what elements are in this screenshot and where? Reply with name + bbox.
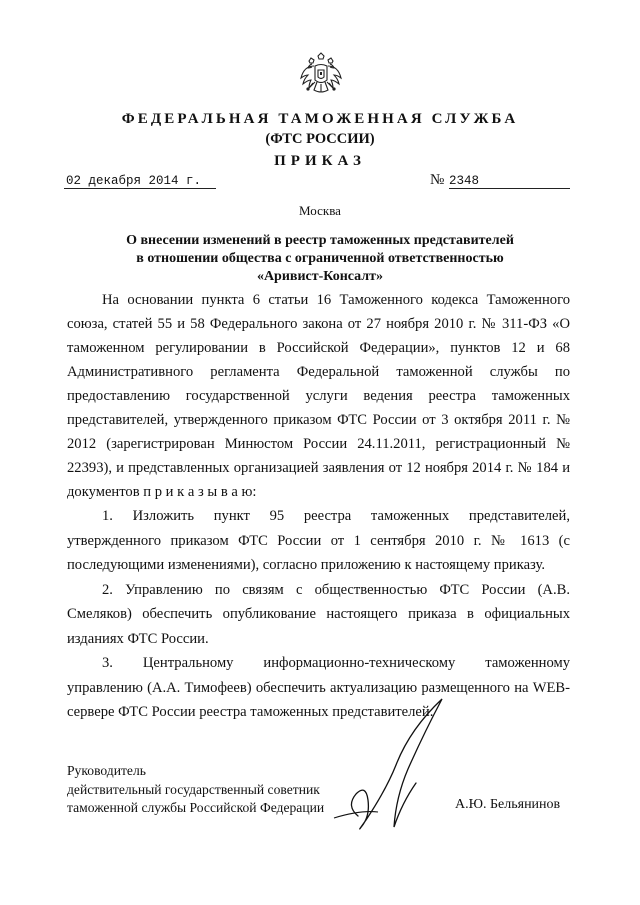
- number-sign: №: [430, 172, 445, 188]
- signatory-position: [67, 762, 324, 818]
- signatory-name: А.Ю. Бельянинов: [455, 797, 561, 812]
- order-title-line: «Аривист-Консалт»: [256, 269, 384, 284]
- order-number: 2348: [449, 174, 570, 189]
- document-type: ПРИКАЗ: [274, 153, 366, 169]
- double-headed-eagle-emblem-icon: [299, 52, 343, 98]
- order-title-line: О внесении изменений в реестр таможенных представителей: [126, 233, 514, 248]
- order-item-1: 1. Изложить пункт 95 реестра таможенных представителей, утвержденного приказом ФТС России от 1 сентября 2010 г. № 1613 (с последующими изменениями), согласно приложению к настоящему приказу.: [67, 508, 570, 573]
- order-item-2: 2. Управлению по связям с общественностью ФТС России (А.В. Смеляков) обеспечить опубликование настоящего приказа в официальных изданиях ФТС России.: [67, 581, 570, 647]
- order-date: 02 декабря 2014 г.: [64, 174, 216, 189]
- position-line: таможенной службы Российской Федерации: [67, 800, 325, 815]
- city: Москва: [299, 203, 341, 218]
- order-body: [67, 288, 570, 725]
- position-line: Руководитель: [67, 763, 146, 778]
- order-title: [0, 232, 640, 286]
- preamble-paragraph: На основании пункта 6 статьи 16 Таможенного кодекса Таможенного союза, статей 55 и 58 Федерального закона от 27 ноября 2010 г. № 311-ФЗ «О таможенном регулировании в Российской Федерации», пунктов 12 и 68 Административного регламента Федеральной таможенной службы по предоставлению государственной услуги ведения реестра таможенных представителей, утвержденного приказом ФТС России от 3 октября 2011 г. № 2012 (зарегистрирован Минюстом России 24.11.2011, регистрационный № 22393), и представленных организацией заявления от 12 ноября 2014 г. № 184 и документов п р и к а з ы в а ю:: [67, 292, 570, 500]
- organization-name: ФЕДЕРАЛЬНАЯ ТАМОЖЕННАЯ СЛУЖБА: [121, 111, 519, 127]
- organization-abbreviation: (ФТС РОССИИ): [265, 131, 375, 147]
- handwritten-signature: [318, 688, 458, 848]
- order-item-3: 3. Центральному информационно-техническому таможенному управлению (А.А. Тимофеев) обеспечить актуализацию размещенного на WEB-сервере ФТС России реестра таможенных представителей.: [67, 655, 570, 720]
- position-line: действительный государственный советник: [67, 781, 320, 797]
- order-title-line: в отношении общества с ограниченной ответственностью: [136, 251, 504, 266]
